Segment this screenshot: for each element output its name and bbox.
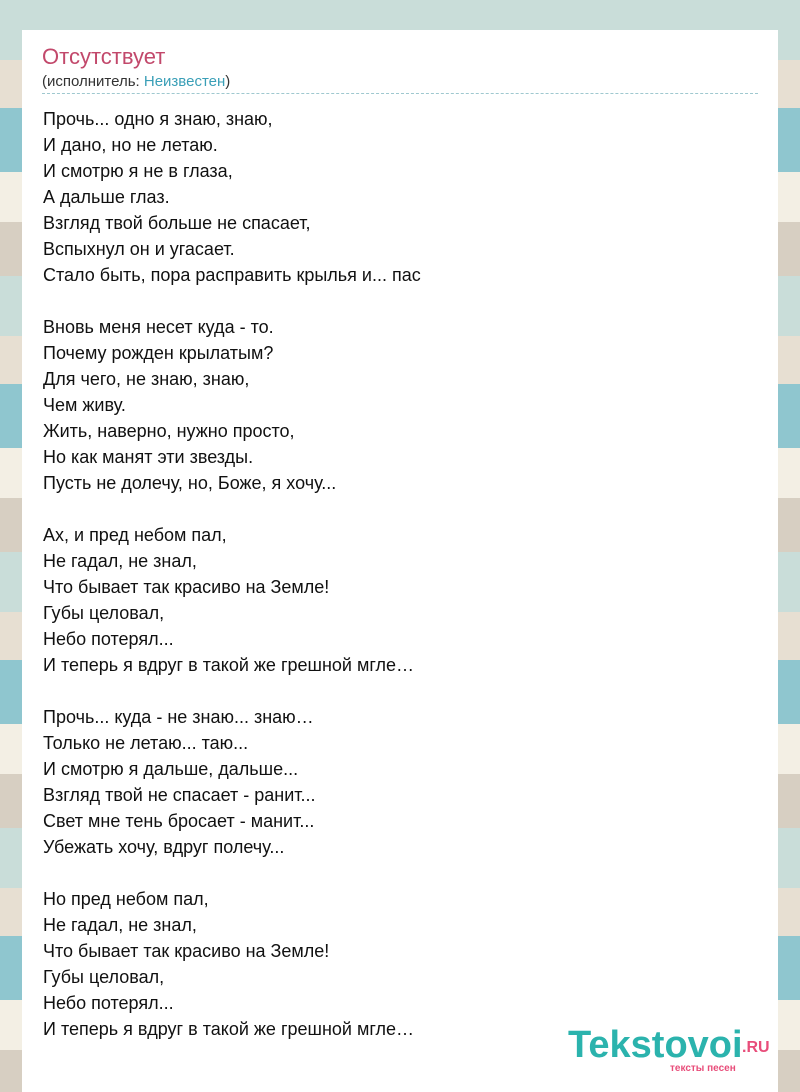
lyric-line: И смотрю я не в глаза, bbox=[43, 161, 233, 181]
lyric-line: И смотрю я дальше, дальше... bbox=[43, 759, 299, 779]
lyric-line: Вновь меня несет куда - то. bbox=[43, 317, 274, 337]
lyric-line: Но пред небом пал, bbox=[43, 889, 209, 909]
lyric-line: Вспыхнул он и угасает. bbox=[43, 239, 235, 259]
lyric-line: Только не летаю... таю... bbox=[43, 733, 249, 753]
lyric-line: Что бывает так красиво на Земле! bbox=[43, 577, 330, 597]
artist-link[interactable]: Неизвестен bbox=[143, 73, 226, 90]
lyric-line: Небо потерял... bbox=[43, 629, 174, 649]
lyric-line: Свет мне тень бросает - манит... bbox=[43, 811, 315, 831]
site-logo[interactable] bbox=[568, 1024, 778, 1074]
lyric-line: Но как манят эти звезды. bbox=[43, 447, 254, 467]
lyric-line: Не гадал, не знал, bbox=[43, 915, 197, 935]
lyric-line: Прочь... куда - не знаю... знаю… bbox=[43, 707, 314, 727]
logo-tld: .RU bbox=[742, 1039, 770, 1056]
lyric-line: Что бывает так красиво на Земле! bbox=[43, 941, 330, 961]
lyric-line: Не гадал, не знал, bbox=[43, 551, 197, 571]
lyric-line: Почему рожден крылатым? bbox=[43, 343, 274, 363]
stanza-gap bbox=[43, 496, 759, 522]
lyric-line: А дальше глаз. bbox=[43, 187, 170, 207]
lyric-line: Губы целовал, bbox=[43, 603, 165, 623]
lyric-line: Чем живу. bbox=[43, 395, 126, 415]
lyric-line: И дано, но не летаю. bbox=[43, 135, 218, 155]
artist-prefix: (исполнитель: bbox=[42, 73, 144, 90]
lyric-line: Жить, наверно, нужно просто, bbox=[43, 421, 295, 441]
stanza-gap bbox=[43, 678, 759, 704]
logo-tagline: тексты песен bbox=[670, 1063, 736, 1074]
artist-suffix: ) bbox=[225, 73, 231, 90]
lyric-line: Для чего, не знаю, знаю, bbox=[43, 369, 250, 389]
lyric-line: И теперь я вдруг в такой же грешной мгле… bbox=[43, 1019, 415, 1039]
song-title: Отсутствует bbox=[42, 44, 166, 69]
lyrics-text bbox=[43, 106, 759, 1042]
lyric-line: И теперь я вдруг в такой же грешной мгле… bbox=[43, 655, 415, 675]
lyric-line: Стало быть, пора расправить крылья и... пас bbox=[43, 265, 421, 285]
lyric-line: Небо потерял... bbox=[43, 993, 174, 1013]
divider bbox=[42, 93, 758, 94]
lyric-line: Прочь... одно я знаю, знаю, bbox=[43, 109, 273, 129]
logo-wordmark: Tekstovoi bbox=[568, 1024, 743, 1066]
lyric-line: Взгляд твой не спасает - ранит... bbox=[43, 785, 316, 805]
lyric-line: Ах, и пред небом пал, bbox=[43, 525, 227, 545]
lyric-line: Убежать хочу, вдруг полечу... bbox=[43, 837, 285, 857]
stanza-gap bbox=[43, 860, 759, 886]
lyrics-card bbox=[22, 30, 778, 1092]
artist-line bbox=[42, 73, 230, 90]
lyric-line: Взгляд твой больше не спасает, bbox=[43, 213, 311, 233]
lyric-line: Пусть не долечу, но, Боже, я хочу... bbox=[43, 473, 337, 493]
lyric-line: Губы целовал, bbox=[43, 967, 165, 987]
stanza-gap bbox=[43, 288, 759, 314]
